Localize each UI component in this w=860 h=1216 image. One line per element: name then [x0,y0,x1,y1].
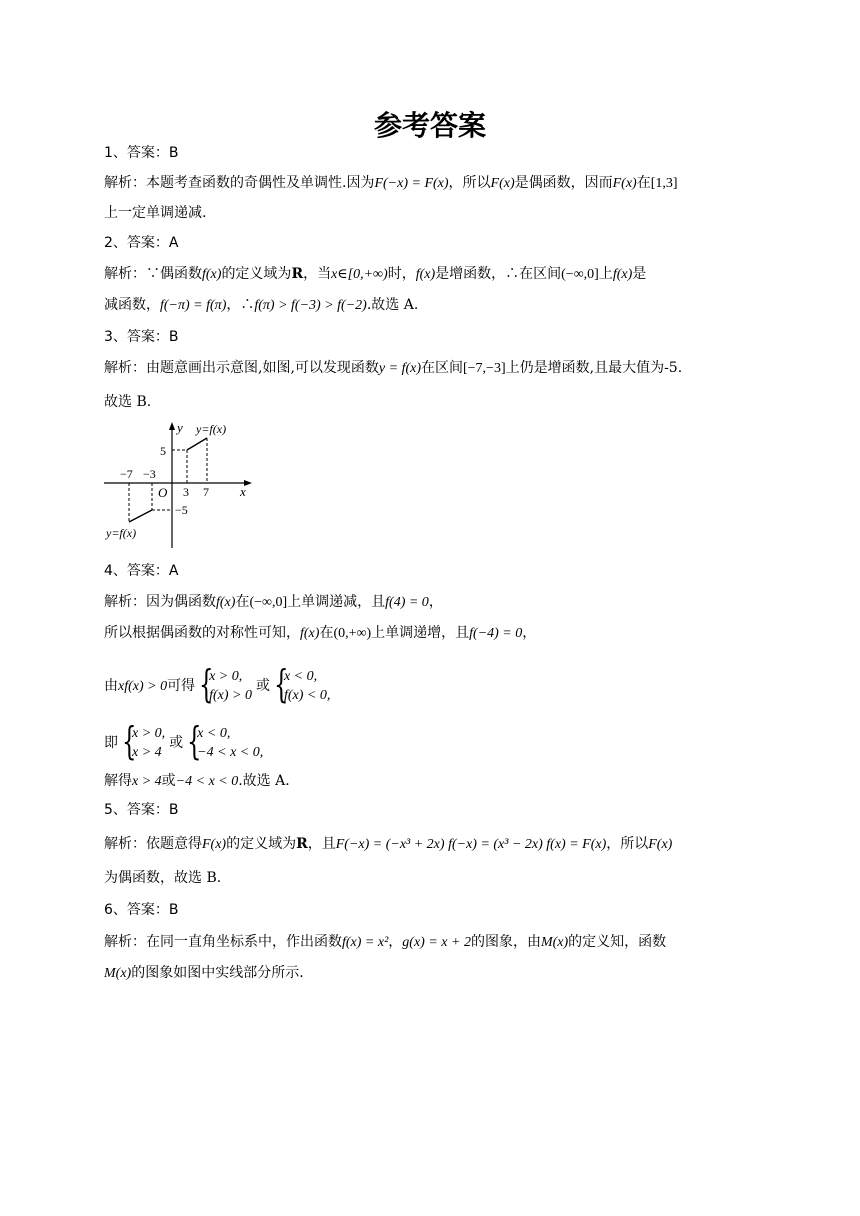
q4-explanation-line3: 由xf(x) > 0可得 { x > 0, f(x) > 0 或 { x < 0, f(x) < 0, [104,662,331,706]
origin-label: O [158,485,168,500]
q1-explanation-line2: 上一定单调递减. [104,205,207,221]
q6-explanation-line2: M(x)的图象如图中实线部分所示. [104,965,304,981]
system-2: { x < 0, f(x) < 0, [273,662,331,706]
q4-explanation-line2: 所以根据偶函数的对称性可知，f(x)在(0,+∞)上单调递增，且f(−4) = 0， [104,625,537,641]
q5-explanation-line1: 解析：依题意得F(x)的定义域为R，且F(−x) = (−x³ + 2x) f(−x) = (x³ − 2x) f(x) = F(x)，所以F(x) [104,836,673,852]
system-3: { x > 0, x > 4 [122,719,166,763]
q2-explanation-line1: 解析：∵偶函数f(x)的定义域为R，当x∈[0,+∞)时，f(x)是增函数，∴在区间(−∞,0]上f(x)是 [104,266,647,282]
q3-explanation-line1: 解析：由题意画出示意图,如图,可以发现函数y = f(x)在区间[−7,−3]上仍是增函数,且最大值为-5. [104,360,683,376]
curve-negative [129,510,152,522]
q4-explanation-line4: 即 { x > 0, x > 4 或 { x < 0, −4 < x < 0, [104,719,264,763]
q1-explanation-line1: 解析：本题考查函数的奇偶性及单调性.因为F(−x) = F(x)，所以F(x)是偶函数，因而F(x)在[1,3] [104,175,678,191]
tick-7: 7 [203,485,209,499]
q4-explanation-line1: 解析：因为偶函数f(x)在(−∞,0]上单调递减，且f(4) = 0， [104,594,443,610]
q1-answer: 1、答案：B [104,145,179,161]
label-negative-branch: y=f(x) [106,526,137,540]
tick-5: 5 [160,444,166,458]
label-positive-branch: y=f(x) [196,422,227,436]
q2-explanation-line2: 减函数，f(−π) = f(π)，∴f(π) > f(−3) > f(−2).故选 A. [104,297,419,313]
q3-explanation-line2: 故选 B. [104,394,152,410]
tick-m5: −5 [175,503,188,517]
q5-explanation-line2: 为偶函数，故选 B. [104,870,222,886]
q4-explanation-line5: 解得x > 4或−4 < x < 0.故选 A. [104,773,290,789]
q2-answer: 2、答案：A [104,235,179,251]
tick-m3: −3 [143,467,156,481]
tick-m7: −7 [120,467,133,481]
curve-positive [187,438,207,450]
y-axis-label: y [177,420,183,435]
system-1: { x > 0, f(x) > 0 [199,662,252,706]
q5-answer: 5、答案：B [104,802,179,818]
q6-answer: 6、答案：B [104,902,179,918]
x-axis-label: x [240,484,246,499]
page-title: 参考答案 [373,109,486,142]
system-4: { x < 0, −4 < x < 0, [187,719,264,763]
tick-3: 3 [183,485,189,499]
q4-answer: 4、答案：A [104,563,179,579]
q3-answer: 3、答案：B [104,329,179,345]
q6-explanation-line1: 解析：在同一直角坐标系中，作出函数f(x) = x²，g(x) = x + 2的图象，由M(x)的定义知，函数 [104,934,667,950]
y-axis-arrow [169,422,175,430]
q3-sketch-graph [100,418,270,550]
